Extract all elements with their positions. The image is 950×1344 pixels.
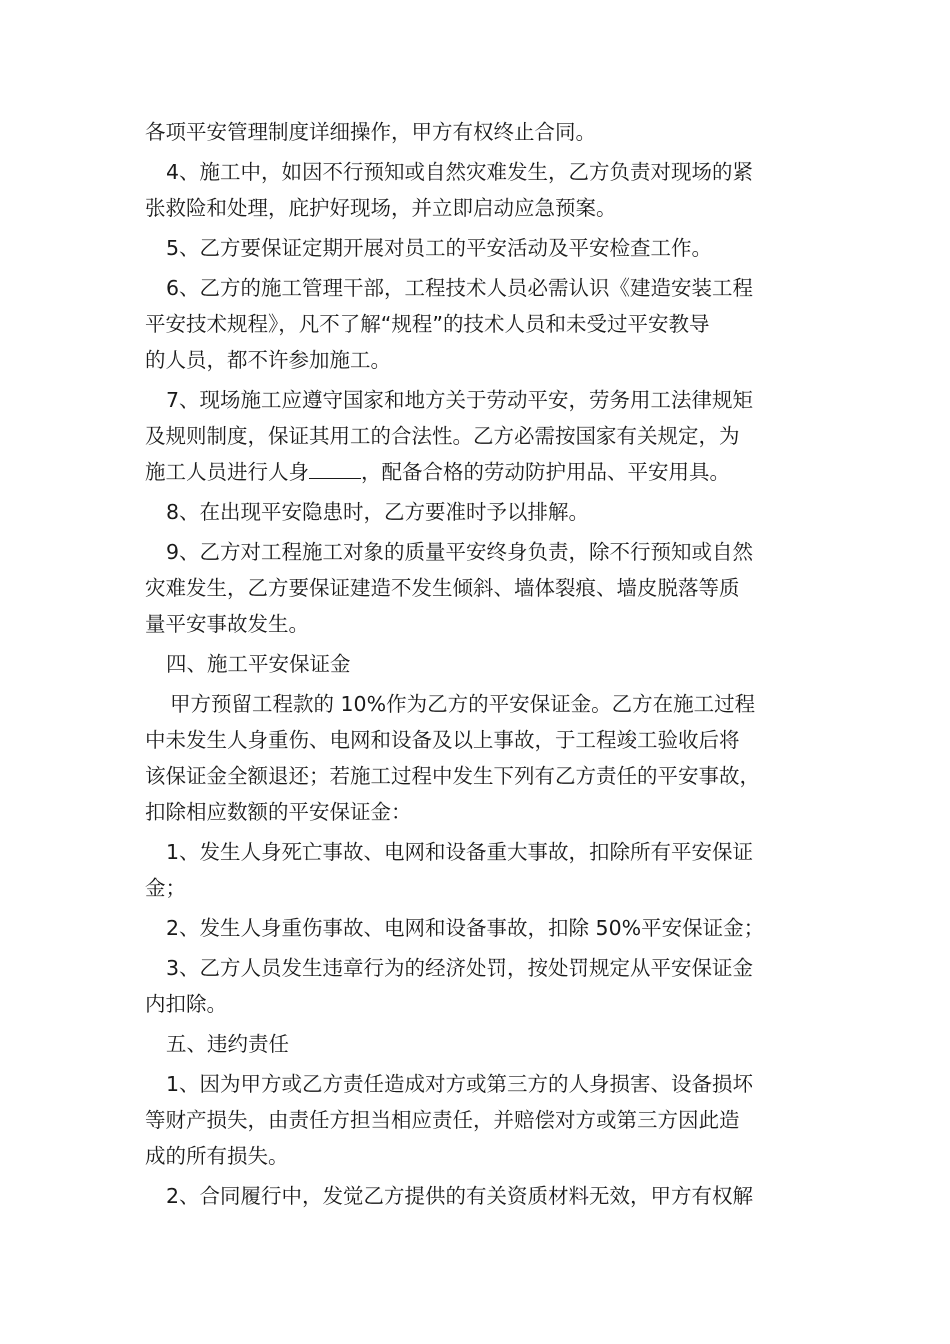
text-line: 7、现场施工应遵守国家和地方关于劳动平安，劳务用工法律规矩 <box>166 388 754 412</box>
fill-in-blank <box>309 456 361 479</box>
text-line: 平安技术规程》，凡不了解“规程”的技术人员和未受过平安教导 <box>145 312 710 336</box>
text-line: 五、违约责任 <box>166 1032 289 1056</box>
text-line: 6、乙方的施工管理干部，工程技术人员必需认识《建造安装工程 <box>166 276 754 300</box>
text-line: 中未发生人身重伤、电网和设备及以上事故，于工程竣工验收后将 <box>145 728 740 752</box>
text-line: 等财产损失，由责任方担当相应责任，并赔偿对方或第三方因此造 <box>145 1108 740 1132</box>
text-line: 扣除相应数额的平安保证金： <box>145 800 412 824</box>
text-line: 2、发生人身重伤事故、电网和设备事故，扣除 50%平安保证金； <box>166 916 765 940</box>
text-line: 1、发生人身死亡事故、电网和设备重大事故，扣除所有平安保证 <box>166 840 754 864</box>
text-line: 4、施工中，如因不行预知或自然灾难发生，乙方负责对现场的紧 <box>166 160 754 184</box>
text-line: 的人员，都不许参加施工。 <box>145 348 391 372</box>
text-line: 量平安事故发生。 <box>145 612 309 636</box>
text-line: 灾难发生，乙方要保证建造不发生倾斜、墙体裂痕、墙皮脱落等质 <box>145 576 740 600</box>
text-line: 5、乙方要保证定期开展对员工的平安活动及平安检查工作。 <box>166 236 713 260</box>
text-line: 各项平安管理制度详细操作，甲方有权终止合同。 <box>145 120 596 144</box>
text-line <box>145 454 810 490</box>
text-line: 金； <box>145 876 186 900</box>
text-segment: 施工人员进行人身 <box>145 460 309 484</box>
text-line: 该保证金全额退还；若施工过程中发生下列有乙方责任的平安事故， <box>145 764 760 788</box>
text-line: 1、因为甲方或乙方责任造成对方或第三方的人身损害、设备损坏 <box>166 1072 754 1096</box>
text-line: 及规则制度，保证其用工的合法性。乙方必需按国家有关规定，为 <box>145 424 740 448</box>
text-line: 内扣除。 <box>145 992 227 1016</box>
text-line: 张救险和处理，庇护好现场，并立即启动应急预案。 <box>145 196 617 220</box>
text-line: 2、合同履行中，发觉乙方提供的有关资质材料无效，甲方有权解 <box>166 1184 754 1208</box>
text-line: 甲方预留工程款的 10%作为乙方的平安保证金。乙方在施工过程 <box>170 692 756 716</box>
text-line: 成的所有损失。 <box>145 1144 289 1168</box>
document-body <box>145 114 810 1214</box>
text-segment: ，配备合格的劳动防护用品、平安用具。 <box>361 460 730 484</box>
text-line: 3、乙方人员发生违章行为的经济处罚，按处罚规定从平安保证金 <box>166 956 754 980</box>
text-line: 8、在出现平安隐患时，乙方要准时予以排解。 <box>166 500 590 524</box>
text-line: 9、乙方对工程施工对象的质量平安终身负责，除不行预知或自然 <box>166 540 754 564</box>
text-line: 四、施工平安保证金 <box>166 652 351 676</box>
